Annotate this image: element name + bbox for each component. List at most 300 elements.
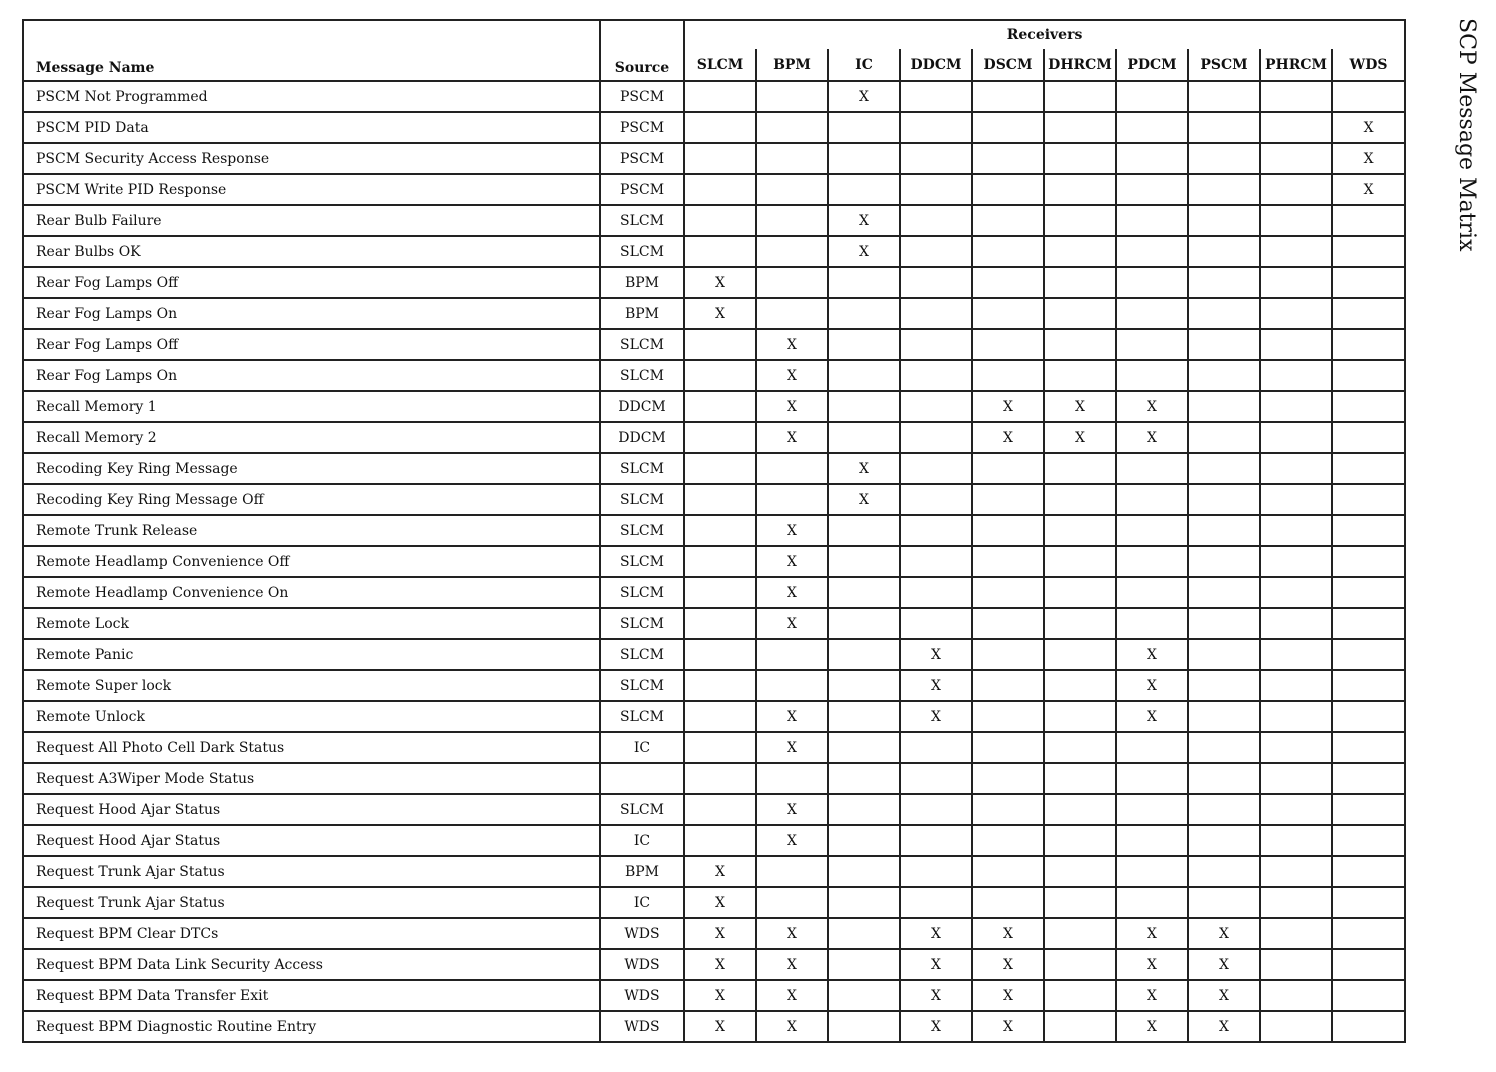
- receiver-mark-slcm: X: [684, 856, 756, 887]
- receiver-mark-dhrcm: [1044, 918, 1116, 949]
- table-row: [23, 174, 1405, 205]
- header-receiver-slcm: SLCM: [684, 49, 756, 81]
- receiver-mark-pdcm: [1116, 267, 1188, 298]
- receiver-mark-ddcm: [900, 825, 972, 856]
- receiver-mark-wds: [1332, 267, 1405, 298]
- receiver-mark-ic: [828, 298, 900, 329]
- table-row: [23, 391, 1405, 422]
- receiver-mark-pdcm: [1116, 329, 1188, 360]
- receiver-mark-pdcm: [1116, 360, 1188, 391]
- source-cell: SLCM: [600, 546, 684, 577]
- header-receiver-ddcm: DDCM: [900, 49, 972, 81]
- receiver-mark-wds: [1332, 763, 1405, 794]
- receiver-mark-pdcm: [1116, 887, 1188, 918]
- receiver-mark-ddcm: [900, 236, 972, 267]
- table-row: [23, 1011, 1405, 1042]
- receiver-mark-dscm: [972, 825, 1044, 856]
- receiver-mark-ic: X: [828, 205, 900, 236]
- receiver-mark-wds: [1332, 639, 1405, 670]
- receiver-mark-bpm: X: [756, 732, 828, 763]
- source-cell: PSCM: [600, 174, 684, 205]
- receiver-mark-wds: [1332, 391, 1405, 422]
- header-message-name: Message Name: [23, 20, 600, 81]
- receiver-mark-slcm: [684, 329, 756, 360]
- receiver-mark-wds: [1332, 453, 1405, 484]
- table-row: [23, 298, 1405, 329]
- table-row: [23, 484, 1405, 515]
- receiver-mark-bpm: X: [756, 422, 828, 453]
- message-name-cell: Recall Memory 2: [23, 422, 600, 453]
- receiver-mark-pscm: [1188, 701, 1260, 732]
- header-receiver-wds: WDS: [1332, 49, 1405, 81]
- receiver-mark-ic: [828, 267, 900, 298]
- receiver-mark-bpm: X: [756, 980, 828, 1011]
- receiver-mark-phrcm: [1260, 577, 1332, 608]
- source-cell: SLCM: [600, 701, 684, 732]
- receiver-mark-wds: [1332, 608, 1405, 639]
- receiver-mark-bpm: [756, 81, 828, 112]
- receiver-mark-wds: [1332, 918, 1405, 949]
- receiver-mark-dscm: [972, 701, 1044, 732]
- receiver-mark-phrcm: [1260, 267, 1332, 298]
- receiver-mark-ddcm: X: [900, 918, 972, 949]
- receiver-mark-ic: [828, 670, 900, 701]
- receiver-mark-ic: [828, 887, 900, 918]
- receiver-mark-slcm: [684, 422, 756, 453]
- receiver-mark-ic: [828, 391, 900, 422]
- receiver-mark-pscm: [1188, 484, 1260, 515]
- receiver-mark-ddcm: [900, 887, 972, 918]
- receiver-mark-pscm: [1188, 670, 1260, 701]
- receiver-mark-dscm: [972, 112, 1044, 143]
- receiver-mark-phrcm: [1260, 732, 1332, 763]
- table-row: [23, 546, 1405, 577]
- receiver-mark-ddcm: [900, 81, 972, 112]
- receiver-mark-phrcm: [1260, 112, 1332, 143]
- source-cell: WDS: [600, 1011, 684, 1042]
- table-row: [23, 81, 1405, 112]
- receiver-mark-phrcm: [1260, 670, 1332, 701]
- receiver-mark-wds: [1332, 949, 1405, 980]
- receiver-mark-slcm: [684, 174, 756, 205]
- receiver-mark-phrcm: [1260, 515, 1332, 546]
- receiver-mark-slcm: [684, 205, 756, 236]
- receiver-mark-ddcm: [900, 205, 972, 236]
- message-name-cell: Remote Headlamp Convenience Off: [23, 546, 600, 577]
- receiver-mark-pdcm: X: [1116, 391, 1188, 422]
- receiver-mark-bpm: [756, 112, 828, 143]
- source-cell: SLCM: [600, 453, 684, 484]
- source-cell: WDS: [600, 918, 684, 949]
- receiver-mark-wds: X: [1332, 143, 1405, 174]
- receiver-mark-phrcm: [1260, 546, 1332, 577]
- table-row: [23, 763, 1405, 794]
- receiver-mark-dhrcm: [1044, 732, 1116, 763]
- receiver-mark-pscm: [1188, 577, 1260, 608]
- receiver-mark-bpm: X: [756, 608, 828, 639]
- receiver-mark-pscm: [1188, 608, 1260, 639]
- table-row: [23, 701, 1405, 732]
- receiver-mark-pscm: [1188, 422, 1260, 453]
- receiver-mark-dhrcm: [1044, 670, 1116, 701]
- receiver-mark-dhrcm: [1044, 453, 1116, 484]
- table-row: [23, 887, 1405, 918]
- receiver-mark-dhrcm: X: [1044, 422, 1116, 453]
- receiver-mark-slcm: [684, 608, 756, 639]
- receiver-mark-slcm: [684, 763, 756, 794]
- receiver-mark-phrcm: [1260, 763, 1332, 794]
- receiver-mark-slcm: [684, 577, 756, 608]
- receiver-mark-dhrcm: [1044, 1011, 1116, 1042]
- receiver-mark-ic: [828, 143, 900, 174]
- source-cell: BPM: [600, 298, 684, 329]
- receiver-mark-bpm: X: [756, 515, 828, 546]
- message-name-cell: Request BPM Data Link Security Access: [23, 949, 600, 980]
- receiver-mark-ddcm: [900, 484, 972, 515]
- source-cell: SLCM: [600, 577, 684, 608]
- source-cell: SLCM: [600, 515, 684, 546]
- receiver-mark-dhrcm: [1044, 794, 1116, 825]
- page-title: SCP Message Matrix: [1454, 18, 1479, 252]
- source-cell: WDS: [600, 980, 684, 1011]
- receiver-mark-ddcm: [900, 267, 972, 298]
- receiver-mark-slcm: [684, 794, 756, 825]
- receiver-mark-pscm: X: [1188, 980, 1260, 1011]
- receiver-mark-phrcm: [1260, 453, 1332, 484]
- receiver-mark-dscm: [972, 608, 1044, 639]
- receiver-mark-dhrcm: [1044, 546, 1116, 577]
- receiver-mark-dscm: [972, 236, 1044, 267]
- receiver-mark-pdcm: [1116, 732, 1188, 763]
- source-cell: SLCM: [600, 360, 684, 391]
- receiver-mark-dhrcm: [1044, 205, 1116, 236]
- receiver-mark-dscm: [972, 763, 1044, 794]
- table-row: [23, 143, 1405, 174]
- receiver-mark-wds: [1332, 81, 1405, 112]
- message-name-cell: Remote Lock: [23, 608, 600, 639]
- receiver-mark-slcm: [684, 236, 756, 267]
- receiver-mark-dhrcm: [1044, 980, 1116, 1011]
- receiver-mark-pscm: X: [1188, 949, 1260, 980]
- table-row: [23, 949, 1405, 980]
- receiver-mark-dscm: [972, 670, 1044, 701]
- source-cell: BPM: [600, 267, 684, 298]
- header-receiver-phrcm: PHRCM: [1260, 49, 1332, 81]
- receiver-mark-ddcm: [900, 763, 972, 794]
- receiver-mark-phrcm: [1260, 360, 1332, 391]
- receiver-mark-pscm: [1188, 763, 1260, 794]
- message-name-cell: Request BPM Clear DTCs: [23, 918, 600, 949]
- receiver-mark-dscm: [972, 81, 1044, 112]
- message-name-cell: Remote Super lock: [23, 670, 600, 701]
- table-row: [23, 422, 1405, 453]
- receiver-mark-ic: [828, 422, 900, 453]
- receiver-mark-ic: [828, 515, 900, 546]
- receiver-mark-ddcm: X: [900, 670, 972, 701]
- receiver-mark-ic: [828, 825, 900, 856]
- receiver-mark-slcm: X: [684, 1011, 756, 1042]
- receiver-mark-ddcm: [900, 794, 972, 825]
- receiver-mark-ddcm: [900, 391, 972, 422]
- receiver-mark-dhrcm: [1044, 608, 1116, 639]
- message-name-cell: PSCM PID Data: [23, 112, 600, 143]
- receiver-mark-dhrcm: [1044, 484, 1116, 515]
- receiver-mark-dscm: X: [972, 1011, 1044, 1042]
- receiver-mark-ic: [828, 794, 900, 825]
- source-cell: SLCM: [600, 608, 684, 639]
- receiver-mark-slcm: [684, 670, 756, 701]
- receiver-mark-bpm: X: [756, 701, 828, 732]
- receiver-mark-slcm: X: [684, 298, 756, 329]
- receiver-mark-ic: [828, 949, 900, 980]
- receiver-mark-ddcm: X: [900, 1011, 972, 1042]
- receiver-mark-phrcm: [1260, 484, 1332, 515]
- receiver-mark-pscm: [1188, 825, 1260, 856]
- receiver-mark-wds: [1332, 360, 1405, 391]
- receiver-mark-phrcm: [1260, 236, 1332, 267]
- table-row: [23, 205, 1405, 236]
- receiver-mark-pdcm: X: [1116, 639, 1188, 670]
- receiver-mark-bpm: X: [756, 918, 828, 949]
- receiver-mark-phrcm: [1260, 205, 1332, 236]
- receiver-mark-ddcm: [900, 174, 972, 205]
- receiver-mark-pscm: X: [1188, 918, 1260, 949]
- message-name-cell: Rear Fog Lamps Off: [23, 329, 600, 360]
- receiver-mark-dscm: X: [972, 422, 1044, 453]
- receiver-mark-dhrcm: [1044, 887, 1116, 918]
- receiver-mark-bpm: [756, 267, 828, 298]
- source-cell: IC: [600, 732, 684, 763]
- receiver-mark-dhrcm: [1044, 856, 1116, 887]
- source-cell: SLCM: [600, 236, 684, 267]
- message-matrix-table: [22, 19, 1406, 1043]
- table-row: [23, 856, 1405, 887]
- source-cell: PSCM: [600, 81, 684, 112]
- source-cell: DDCM: [600, 391, 684, 422]
- source-cell: [600, 763, 684, 794]
- receiver-mark-ic: X: [828, 81, 900, 112]
- receiver-mark-bpm: [756, 174, 828, 205]
- receiver-mark-pdcm: [1116, 112, 1188, 143]
- receiver-mark-pscm: [1188, 360, 1260, 391]
- receiver-mark-ic: [828, 856, 900, 887]
- receiver-mark-dhrcm: [1044, 298, 1116, 329]
- receiver-mark-ic: [828, 763, 900, 794]
- message-name-cell: Request Hood Ajar Status: [23, 825, 600, 856]
- table-row: [23, 608, 1405, 639]
- source-cell: SLCM: [600, 639, 684, 670]
- receiver-mark-slcm: [684, 453, 756, 484]
- receiver-mark-ic: X: [828, 484, 900, 515]
- receiver-mark-slcm: [684, 825, 756, 856]
- receiver-mark-pscm: [1188, 856, 1260, 887]
- receiver-mark-ddcm: [900, 546, 972, 577]
- receiver-mark-wds: X: [1332, 112, 1405, 143]
- receiver-mark-bpm: [756, 856, 828, 887]
- receiver-mark-pdcm: [1116, 453, 1188, 484]
- receiver-mark-ddcm: [900, 360, 972, 391]
- receiver-mark-ddcm: [900, 298, 972, 329]
- receiver-mark-dscm: X: [972, 949, 1044, 980]
- receiver-mark-slcm: [684, 360, 756, 391]
- receiver-mark-bpm: [756, 205, 828, 236]
- receiver-mark-wds: [1332, 980, 1405, 1011]
- receiver-mark-pscm: [1188, 143, 1260, 174]
- receiver-mark-slcm: [684, 112, 756, 143]
- message-name-cell: Rear Fog Lamps Off: [23, 267, 600, 298]
- receiver-mark-pscm: X: [1188, 1011, 1260, 1042]
- receiver-mark-phrcm: [1260, 174, 1332, 205]
- message-name-cell: PSCM Security Access Response: [23, 143, 600, 174]
- receiver-mark-slcm: [684, 701, 756, 732]
- receiver-mark-wds: [1332, 794, 1405, 825]
- receiver-mark-dhrcm: [1044, 949, 1116, 980]
- receiver-mark-slcm: X: [684, 918, 756, 949]
- receiver-mark-bpm: X: [756, 577, 828, 608]
- receiver-mark-bpm: X: [756, 360, 828, 391]
- receiver-mark-phrcm: [1260, 298, 1332, 329]
- receiver-mark-phrcm: [1260, 329, 1332, 360]
- receiver-mark-ddcm: [900, 143, 972, 174]
- message-name-cell: Remote Headlamp Convenience On: [23, 577, 600, 608]
- receiver-mark-dscm: [972, 484, 1044, 515]
- header-row-top: [23, 20, 1405, 49]
- receiver-mark-pscm: [1188, 267, 1260, 298]
- message-name-cell: PSCM Not Programmed: [23, 81, 600, 112]
- receiver-mark-dscm: [972, 577, 1044, 608]
- receiver-mark-pscm: [1188, 81, 1260, 112]
- message-name-cell: Rear Bulb Failure: [23, 205, 600, 236]
- receiver-mark-wds: [1332, 484, 1405, 515]
- receiver-mark-ddcm: [900, 608, 972, 639]
- header-source: Source: [600, 20, 684, 81]
- message-name-cell: Request A3Wiper Mode Status: [23, 763, 600, 794]
- receiver-mark-pdcm: X: [1116, 670, 1188, 701]
- message-name-cell: Recoding Key Ring Message Off: [23, 484, 600, 515]
- receiver-mark-ic: X: [828, 236, 900, 267]
- source-cell: IC: [600, 887, 684, 918]
- receiver-mark-bpm: X: [756, 794, 828, 825]
- receiver-mark-pdcm: [1116, 794, 1188, 825]
- receiver-mark-pdcm: [1116, 856, 1188, 887]
- receiver-mark-wds: [1332, 1011, 1405, 1042]
- receiver-mark-pscm: [1188, 515, 1260, 546]
- message-name-cell: Request Trunk Ajar Status: [23, 856, 600, 887]
- source-cell: SLCM: [600, 329, 684, 360]
- table-row: [23, 918, 1405, 949]
- receiver-mark-wds: [1332, 701, 1405, 732]
- receiver-mark-dscm: X: [972, 980, 1044, 1011]
- receiver-mark-pdcm: X: [1116, 918, 1188, 949]
- receiver-mark-slcm: X: [684, 949, 756, 980]
- receiver-mark-bpm: [756, 236, 828, 267]
- receiver-mark-wds: [1332, 205, 1405, 236]
- header-receiver-pscm: PSCM: [1188, 49, 1260, 81]
- message-name-cell: Request Hood Ajar Status: [23, 794, 600, 825]
- receiver-mark-wds: [1332, 422, 1405, 453]
- receiver-mark-dscm: [972, 298, 1044, 329]
- receiver-mark-dscm: [972, 267, 1044, 298]
- receiver-mark-slcm: [684, 639, 756, 670]
- message-name-cell: Rear Fog Lamps On: [23, 298, 600, 329]
- receiver-mark-pscm: [1188, 329, 1260, 360]
- receiver-mark-ic: [828, 608, 900, 639]
- receiver-mark-phrcm: [1260, 825, 1332, 856]
- receiver-mark-ddcm: [900, 112, 972, 143]
- receiver-mark-dscm: [972, 453, 1044, 484]
- header-receiver-ic: IC: [828, 49, 900, 81]
- header-receiver-dscm: DSCM: [972, 49, 1044, 81]
- receiver-mark-dhrcm: [1044, 763, 1116, 794]
- receiver-mark-slcm: [684, 81, 756, 112]
- receiver-mark-pdcm: [1116, 174, 1188, 205]
- receiver-mark-wds: [1332, 887, 1405, 918]
- message-name-cell: Remote Unlock: [23, 701, 600, 732]
- receiver-mark-phrcm: [1260, 701, 1332, 732]
- receiver-mark-bpm: [756, 887, 828, 918]
- receiver-mark-ddcm: X: [900, 949, 972, 980]
- receiver-mark-ddcm: X: [900, 701, 972, 732]
- table-row: [23, 515, 1405, 546]
- receiver-mark-dscm: [972, 143, 1044, 174]
- receiver-mark-dscm: [972, 546, 1044, 577]
- receiver-mark-pdcm: [1116, 205, 1188, 236]
- receiver-mark-slcm: X: [684, 980, 756, 1011]
- receiver-mark-pscm: [1188, 546, 1260, 577]
- receiver-mark-ddcm: [900, 577, 972, 608]
- receiver-mark-ic: [828, 360, 900, 391]
- receiver-mark-phrcm: [1260, 81, 1332, 112]
- receiver-mark-pdcm: [1116, 608, 1188, 639]
- receiver-mark-wds: [1332, 546, 1405, 577]
- receiver-mark-pscm: [1188, 298, 1260, 329]
- receiver-mark-bpm: X: [756, 391, 828, 422]
- receiver-mark-pdcm: [1116, 484, 1188, 515]
- receiver-mark-pscm: [1188, 236, 1260, 267]
- receiver-mark-bpm: [756, 763, 828, 794]
- receiver-mark-ic: [828, 329, 900, 360]
- receiver-mark-wds: [1332, 236, 1405, 267]
- receiver-mark-pscm: [1188, 174, 1260, 205]
- source-cell: SLCM: [600, 484, 684, 515]
- receiver-mark-dhrcm: [1044, 515, 1116, 546]
- receiver-mark-dhrcm: [1044, 112, 1116, 143]
- receiver-mark-dscm: [972, 205, 1044, 236]
- receiver-mark-ic: [828, 918, 900, 949]
- receiver-mark-pdcm: X: [1116, 980, 1188, 1011]
- receiver-mark-phrcm: [1260, 639, 1332, 670]
- receiver-mark-ddcm: X: [900, 980, 972, 1011]
- receiver-mark-ic: [828, 174, 900, 205]
- table-row: [23, 577, 1405, 608]
- table-row: [23, 825, 1405, 856]
- receiver-mark-bpm: X: [756, 825, 828, 856]
- receiver-mark-pdcm: [1116, 298, 1188, 329]
- receiver-mark-dscm: [972, 329, 1044, 360]
- table-row: [23, 112, 1405, 143]
- receiver-mark-slcm: X: [684, 887, 756, 918]
- receiver-mark-wds: [1332, 298, 1405, 329]
- receiver-mark-dhrcm: [1044, 329, 1116, 360]
- receiver-mark-wds: [1332, 577, 1405, 608]
- message-name-cell: Remote Panic: [23, 639, 600, 670]
- receiver-mark-pscm: [1188, 112, 1260, 143]
- receiver-mark-pdcm: [1116, 825, 1188, 856]
- receiver-mark-phrcm: [1260, 918, 1332, 949]
- receiver-mark-pdcm: [1116, 143, 1188, 174]
- receiver-mark-slcm: [684, 546, 756, 577]
- message-name-cell: Request BPM Diagnostic Routine Entry: [23, 1011, 600, 1042]
